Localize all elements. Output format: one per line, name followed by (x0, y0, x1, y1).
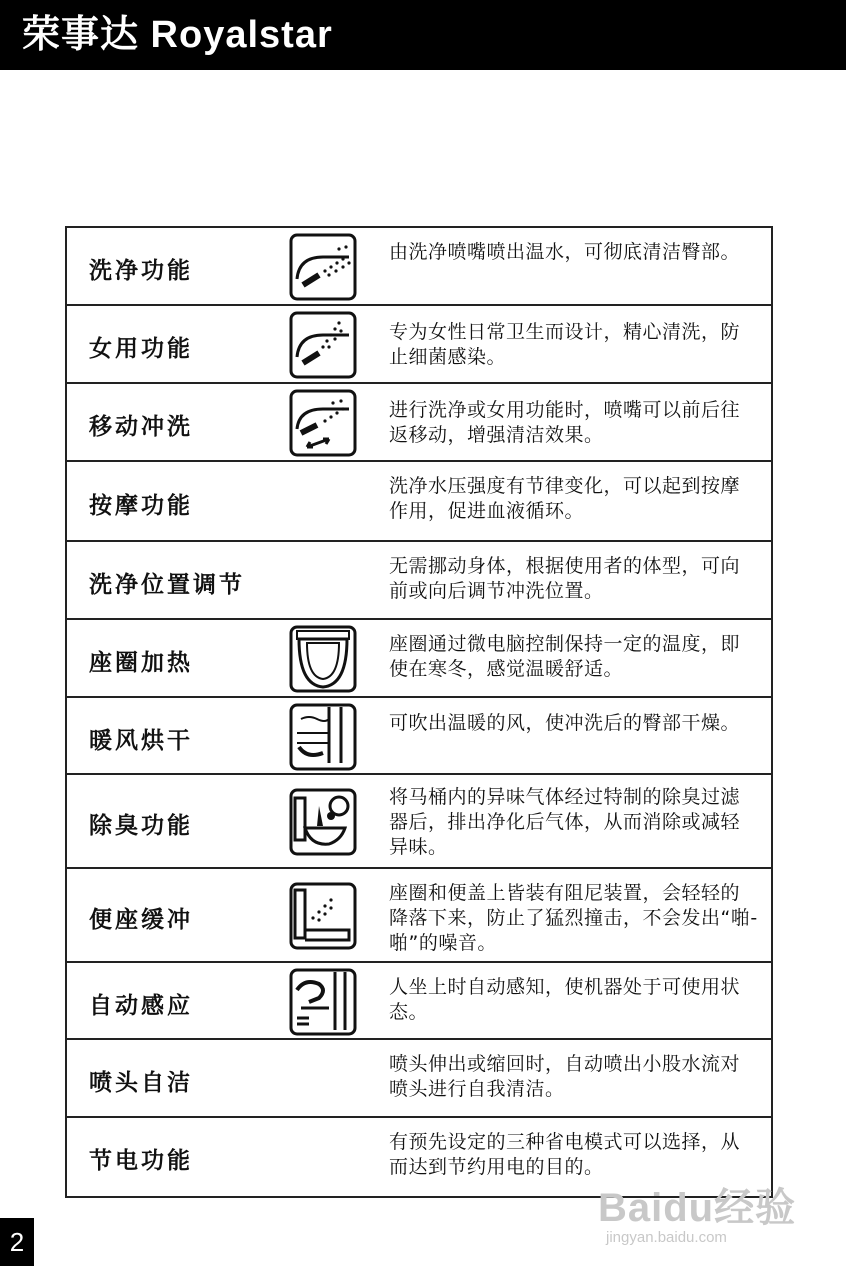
table-border (771, 228, 773, 304)
feature-description: 座圈和便盖上皆装有阻尼装置，会轻轻的降落下来，防止了猛烈撞击，不会发出“啪-啪”的噪音。 (389, 882, 758, 954)
bidet-spray-icon (289, 233, 357, 301)
feature-row (65, 384, 773, 462)
feature-row (65, 228, 773, 306)
brand-logo: 荣事达 Royalstar (22, 14, 333, 56)
table-border (65, 620, 67, 696)
feature-description: 可吹出温暖的风，使冲洗后的臀部干燥。 (389, 712, 741, 734)
table-border (65, 775, 67, 867)
feature-description: 喷头伸出或缩回时，自动喷出小股水流对喷头进行自我清洁。 (389, 1053, 741, 1100)
auto-sensor-icon (289, 968, 357, 1036)
feature-row (65, 306, 773, 384)
watermark (598, 1176, 796, 1246)
deodorize-icon (289, 788, 357, 856)
table-border (65, 542, 67, 618)
feature-description: 进行洗净或女用功能时，喷嘴可以前后往返移动，增强清洁效果。 (389, 399, 741, 446)
feature-name: 洗净功能 (89, 258, 193, 284)
feature-name: 自动感应 (89, 992, 193, 1019)
watermark-logo: Baidu经验 (598, 1186, 797, 1230)
feature-row (65, 963, 773, 1040)
table-border (65, 1040, 67, 1116)
feature-description: 由洗净喷嘴喷出温水，可彻底清洁臀部。 (389, 241, 741, 263)
table-border (65, 462, 67, 540)
table-border (771, 1040, 773, 1116)
feature-row (65, 542, 773, 620)
oscillating-wash-icon (289, 389, 357, 457)
feature-description: 座圈通过微电脑控制保持一定的温度，即使在寒冬，感觉温暖舒适。 (389, 633, 741, 680)
table-border (771, 462, 773, 540)
feature-name: 除臭功能 (89, 813, 193, 839)
table-border (771, 869, 773, 961)
table-border (771, 542, 773, 618)
table-border (771, 698, 773, 773)
feature-description: 无需挪动身体，根据使用者的体型，可向前或向后调节冲洗位置。 (389, 555, 741, 602)
feature-description: 人坐上时自动感知，使机器处于可使用状态。 (389, 976, 741, 1023)
table-border (771, 384, 773, 460)
feature-name: 洗净位置调节 (89, 572, 245, 598)
table-border (65, 698, 67, 773)
table-border (771, 306, 773, 382)
soft-close-seat-icon (289, 882, 357, 950)
feature-description: 专为女性日常卫生而设计，精心清洗，防止细菌感染。 (389, 321, 741, 368)
table-border (65, 963, 67, 1038)
heated-seat-icon (289, 625, 357, 693)
feature-description: 洗净水压强度有节律变化，可以起到按摩作用，促进血液循环。 (389, 475, 741, 522)
table-border (65, 306, 67, 382)
warm-air-dryer-icon (289, 703, 357, 771)
table-border (771, 620, 773, 696)
feature-name: 女用功能 (89, 336, 193, 362)
table-border (65, 228, 67, 304)
feature-name: 节电功能 (89, 1148, 193, 1174)
feature-description: 将马桶内的异味气体经过特制的除臭过滤器后，排出净化后气体，从而消除或减轻异味。 (389, 786, 741, 858)
watermark-url: jingyan.baidu.com (606, 1229, 727, 1246)
feature-name: 便座缓冲 (89, 907, 193, 933)
brand-header (0, 0, 846, 70)
table-border (65, 869, 67, 961)
feature-description: 有预先设定的三种省电模式可以选择，从而达到节约用电的目的。 (389, 1131, 741, 1178)
feature-name: 移动冲洗 (89, 414, 193, 440)
feature-row (65, 775, 773, 869)
feature-name: 座圈加热 (89, 650, 193, 676)
feature-row (65, 698, 773, 775)
feature-name: 暖风烘干 (89, 727, 193, 754)
feature-row (65, 869, 773, 963)
feature-name: 按摩功能 (89, 493, 193, 519)
feature-name: 喷头自洁 (89, 1070, 193, 1096)
feature-row (65, 1040, 773, 1118)
feminine-wash-icon (289, 311, 357, 379)
table-border (771, 963, 773, 1038)
table-border (65, 384, 67, 460)
feature-table (65, 226, 773, 1198)
table-border (771, 775, 773, 867)
table-border (65, 1118, 67, 1196)
feature-row (65, 462, 773, 542)
page-number: 2 (0, 1218, 34, 1266)
feature-row (65, 620, 773, 698)
